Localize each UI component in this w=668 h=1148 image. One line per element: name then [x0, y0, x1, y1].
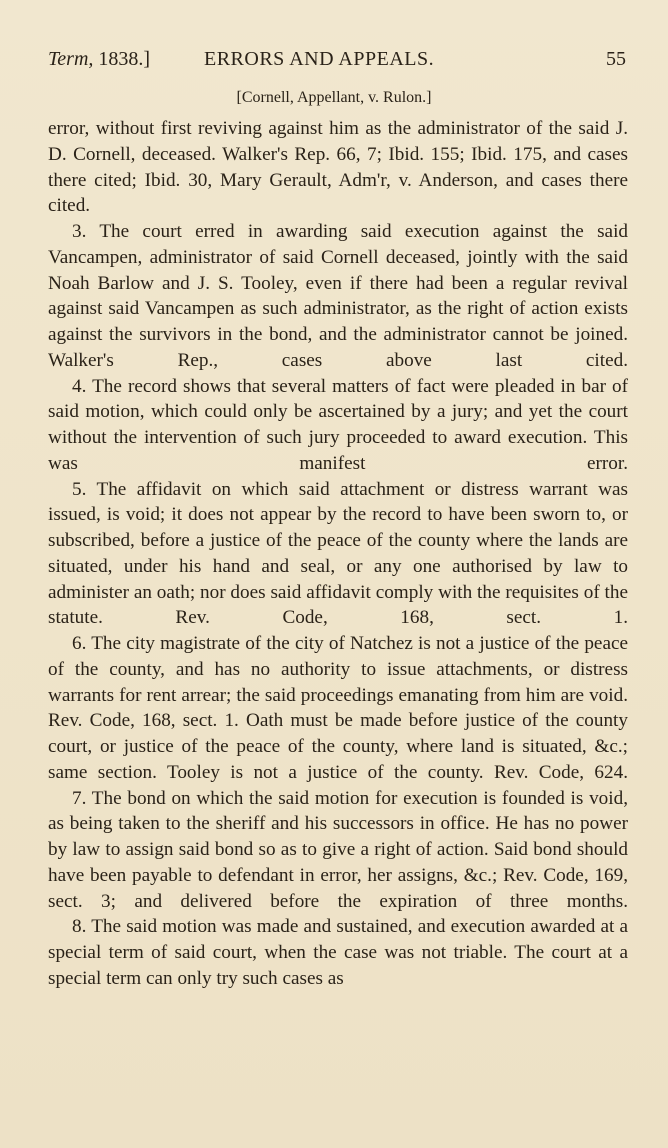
paragraph-point-6: 6. The city magistrate of the city of Natchez is not a justice of the peace of the county, and has no authority to issue attachments, or distress warrants for rent arrear; the said proceedings emanating from him are void. Rev. Code, 168, sect. 1. Oath must be made before justice of the county court, or justice of the peace of the county, where land is situated, &c.; same section. Tooley is not a justice of the county. Rev. Code, 624. [48, 633, 628, 783]
running-head [48, 48, 626, 76]
paragraph-point-5: 5. The affidavit on which said attachment or distress warrant was issued, is void; it does not appear by the record to have been sworn to, or subscribed, before a justice of the peace of the county where the lands are situated, under his hand and seal, or any one authorised by law to administer an oath; nor does said affidavit comply with the requisites of the statute. Rev. Code, 168, sect. 1. [48, 478, 628, 629]
header-title: ERRORS AND APPEALS. [204, 48, 435, 70]
paragraph-point-4: 4. The record shows that several matters of fact were pleaded in bar of said motion, which could only be ascertained by a jury; and yet the court without the intervention of such jury proceeded to award execution. This was manifest error. [48, 375, 628, 474]
case-caption: [Cornell, Appellant, v. Rulon.] [236, 89, 432, 106]
page-number: 55 [606, 48, 626, 70]
paragraph-point-3: 3. The court erred in awarding said execution against the said Vancampen, administrator of said Cornell deceased, jointly with the said Noah Barlow and J. S. Tooley, even if there had been a regular revival against said Vancampen as such administrator, as the right of action exists against the survivors in the bond, and the administrator cannot be joined. Walker's Rep., cases above last cited. [48, 221, 628, 371]
paragraph-continuation: error, without first reviving against him as the administrator of the said J. D. Cornell, deceased. Walker's Rep. 66, 7; Ibid. 155; Ibid. 175, and cases there cited; Ibid. 30, Mary Gerault, Adm'r, v. Anderson, and cases there cited. [48, 118, 628, 217]
paragraph-point-8: 8. The said motion was made and sustained, and execution awarded at a special term of said court, when the case was not triable. The court at a special term can only try such cases as [48, 916, 628, 989]
paragraph-point-7: 7. The bond on which the said motion for execution is founded is void, as being taken to the sheriff and his successors in office. He has no power by law to assign said bond so as to give a right of action. Said bond should have been payable to defendant in error, her assigns, &c.; Rev. Code, 169, sect. 3; and delivered before the expiration of three months. [48, 787, 628, 912]
page-body [48, 116, 628, 992]
header-term: Term, 1838.] [48, 48, 151, 70]
